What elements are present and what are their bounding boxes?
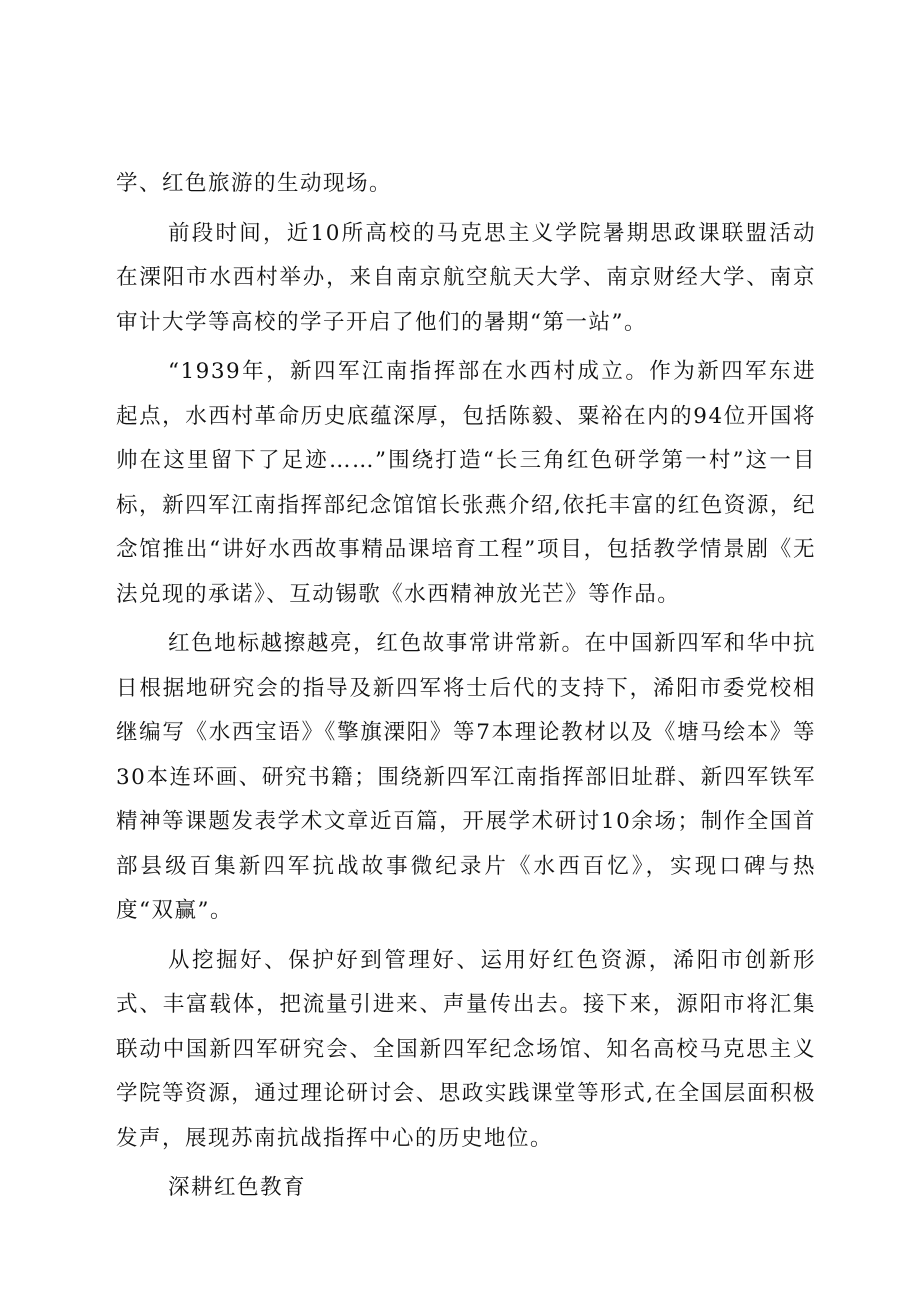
paragraph-continuation: 学、红色旅游的生动现场。 xyxy=(116,171,393,196)
section-heading: 深耕红色教育 xyxy=(168,1175,307,1200)
paragraph-red-resources: 从挖掘好、保护好到管理好、运用好红色资源，浠阳市创新形式、丰富载体，把流量引进来、声量传出去。接下来，源阳市将汇集联动中国新四军研究会、全国新四军纪念场馆、知名高校马克思主义学院等资源，通过理论研讨会、思政实践课堂等形式,在全国层面积极发声，展现苏南抗战指挥中心的历史地位。 xyxy=(116,947,816,1151)
document-body xyxy=(116,162,816,1216)
paragraph-memorial-hall: “1939年，新四军江南指挥部在水西村成立。作为新四军东进起点，水西村革命历史底蕴深厚，包括陈毅、粟裕在内的94位开国将帅在这里留下了足迹……”围绕打造“长三角红色研学第一村”这一目标，新四军江南指挥部纪念馆馆长张燕介绍,依托丰富的红色资源，纪念馆推出“讲好水西故事精品课培育工程”项目，包括教学情景剧《无法兑现的承诺》、互动锡歌《水西精神放光芒》等作品。 xyxy=(116,359,816,607)
paragraph-summer-alliance: 前段时间，近10所高校的马克思主义学院暑期思政课联盟活动在溧阳市水西村举办，来自南京航空航天大学、南京财经大学、南京审计大学等高校的学子开启了他们的暑期“第一站”。 xyxy=(116,220,816,335)
paragraph-red-stories: 红色地标越擦越亮，红色故事常讲常新。在中国新四军和华中抗日根据地研究会的指导及新四军将士后代的支持下，浠阳市委党校相继编写《水西宝语》《擎旗溧阳》等7本理论教材以及《塘马绘本》等30本连环画、研究书籍；围绕新四军江南指挥部旧址群、新四军铁军精神等课题发表学术文章近百篇，开展学术研讨10余场；制作全国首部县级百集新四军抗战故事微纪录片《水西百忆》，实现口碑与热度“双赢”。 xyxy=(116,631,816,923)
